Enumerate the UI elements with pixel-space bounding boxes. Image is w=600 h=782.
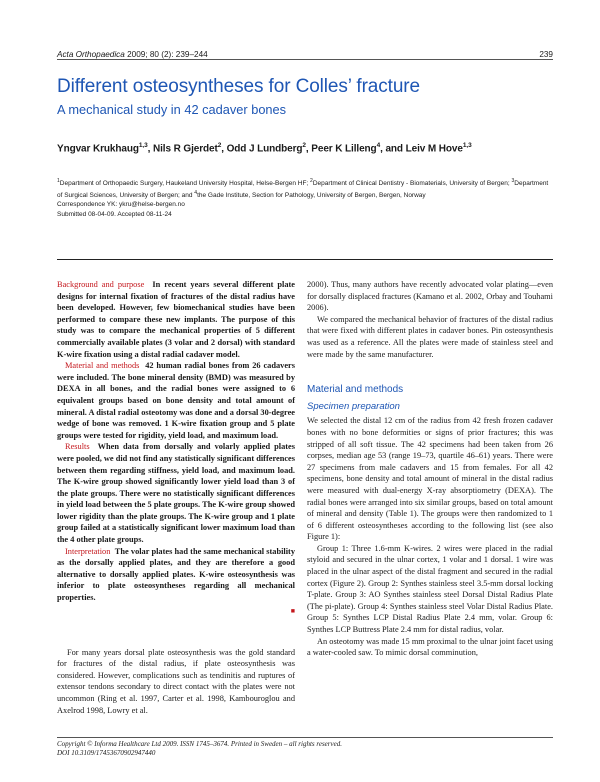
page-footer (57, 740, 553, 758)
abstract-label-methods: Material and methods (65, 361, 140, 371)
author-separator: , (147, 143, 153, 155)
abstract-methods (57, 360, 295, 441)
abstract-background (57, 279, 295, 360)
author-name: Leiv M Hove (405, 143, 463, 155)
introduction (57, 647, 295, 717)
section-heading-methods: Material and methods (307, 384, 404, 396)
affil-mark: 4 (194, 189, 198, 196)
affil-mark: 3 (511, 178, 515, 184)
author-affiliation-mark: 2 (217, 142, 222, 149)
author-affiliation-mark: 4 (376, 142, 381, 149)
affiliation-lines (57, 177, 553, 200)
abstract-methods-text: 42 human radial bones from 26 cadavers were included. The bone mineral density (BMD) was measured by DEXA in all bones, and the radial bones were assigned to 6 equivalent groups based on bone density and total amount of mineral. A distal radial osteotomy was done and a dorsal 30-degree wedge of bone was removed. 1 K-wire fixation group and 5 plate groups were tested for rigidity, yield load, and maximum load. (57, 361, 295, 440)
article-subtitle: A mechanical study in 42 cadaver bones (57, 102, 287, 117)
author-separator: , (305, 143, 312, 155)
intro-paragraph-1-continued: 2000). Thus, many authors have recently advocated volar plating—even for dorsally displaced fractures (Kamano et al. 2002, Orbay and Touhami 2006). (307, 280, 553, 313)
abstract-label-interpretation: Interpretation (65, 546, 111, 556)
abstract-results (57, 441, 295, 545)
abstract-results-text: When data from dorsally and volarly applied plates were pooled, we did not find any statistically significant differences between them regarding stiffness, yield load, and maximum load. The K-wire group showed significantly lower yield load than 3 of the plate groups. There were no statistically significant differences in yield load between the 5 plate groups. The K-wire group showed lower rigidity than the plate groups. The K-wire group and 1 plate group failed at a statistically significant lower maximum load than the 4 other plate groups. (57, 442, 295, 545)
methods-paragraph-1: We selected the distal 12 cm of the radius from 42 fresh frozen cadaver bones with no bone deformities or signs of prior fractures; this was stripped of all soft tissue. The 42 specimens had been taken from 26 corpses, median age 53 (range 19–73, quartile 46–61) years. There were 27 specimens from male cadavers and 15 from females. For all 42 specimens, bone density and total amount of mineral in the distal radius were measured with dual-energy X-ray absorptiometry (DEXA). The radial bones were arranged into six similar groups, based on total amount of mineral and density (Table 1). The groups were then randomized to 1 of 6 different osteosyntheses according to the following list (see also Figure 1): (307, 416, 553, 542)
methods-paragraph-2: Group 1: Three 1.6-mm K-wires. 2 wires were placed in the radial styloid and secured in the ulnar cortex, 1 volar and 1 dorsal. 1 wire was placed in the ulnar aspect of the distal fragment and secured in the radial cortex (Figure 2). Group 2: Synthes stainless steel 3.5-mm dorsal locking T-plate. Group 3: AO Synthes stainless steel Dorsal Distal Radius Plate (The pi-plate). Group 4: Synthes stainless steel Volar Distal Radius Plate. Group 5: Synthes LCP Distal Radius Plate 2.4 mm, volar. Group 6: Synthes LCP Buttress Plate 2.4 mm for distal radius, volar. (307, 543, 553, 635)
page-number: 239 (539, 50, 553, 59)
abstract-interpretation-text: The volar plates had the same mechanical stability as the dorsally applied plates, and they are therefore a good alternative to dorsally applied plates. K-wire osteosynthesis was inferior to plate osteosyntheses regarding all mechanical properties. (57, 546, 296, 603)
author-separator: , (221, 143, 227, 155)
methods-paragraph-3: An osteotomy was made 15 mm proximal to the ulnar joint facet using a water-cooled saw. To mimic dorsal comminution, (307, 636, 553, 658)
author-name: Odd J Lundberg (226, 143, 303, 155)
affiliations (57, 177, 553, 219)
abstract-interpretation (57, 546, 295, 604)
author-affiliation-mark: 1,3 (462, 142, 472, 149)
affil-mark: 2 (310, 178, 313, 184)
abstract (57, 279, 295, 617)
author-affiliation-mark: 1,3 (138, 142, 148, 149)
header-rule (57, 59, 553, 60)
affiliation-1: Department of Orthopaedic Surgery, Haukeland University Hospital, Helse-Bergen HF; (59, 180, 311, 188)
author-name: Yngvar Krukhaug (57, 143, 139, 155)
article-title: Different osteosyntheses for Colles’ fracture (57, 76, 421, 97)
author-name: Nils R Gjerdet (152, 143, 218, 155)
journal-name: Acta Orthopaedica (57, 50, 125, 59)
correspondence: Correspondence YK: ykru@helse-bergen.no (57, 201, 185, 209)
intro-paragraph-2: We compared the mechanical behavior of fractures of the distal radius that were fixed with different plates in cadaver bones. Pin osteosynthesis was used as a reference. All the plates were made of stainless steel and were made by the same manufacturer. (307, 314, 553, 359)
journal-volume: 2009; 80 (2): 239–244 (127, 50, 208, 59)
journal-citation (57, 50, 208, 59)
abstract-end-mark: ■ (290, 606, 295, 615)
abstract-background-text: In recent years several different plate designs for internal fixation of fractures of the distal radius have been developed. However, few biomechanical studies have been performed to compare these new implants. The purpose of this study was to compare the mechanical properties of 5 different commercially available plates (3 volar and 2 dorsal) with standard K-wire fixation using a distal radial cadaver model. (57, 280, 296, 359)
right-column (307, 279, 553, 659)
subsection-heading-specimen: Specimen preparation (307, 400, 400, 412)
footer-rule (57, 737, 553, 738)
left-column (57, 279, 295, 716)
running-header (57, 45, 553, 59)
author-affiliation-mark: 2 (302, 142, 306, 149)
intro-paragraph-1: For many years dorsal plate osteosynthesis was the gold standard for fractures of the distal radius, if plate osteosynthesis was considered. However, complications such as tendinitis and ruptures of extensor tendons secondary to direct contact with the plates were not uncommon (Ring et al. 1997, Carter et al. 1998, Kambouroglou and Axelrod 1998, Lowry et al. (57, 647, 295, 715)
submission-dates: Submitted 08-04-09. Accepted 08-11-24 (57, 210, 172, 218)
affiliation-4: the Gade Institute, Section for Pathology, University of Bergen, Bergen, Norway (197, 191, 426, 199)
author-name: Peer K Lilleng (311, 143, 377, 155)
author-list (57, 142, 557, 154)
author-separator: , and (380, 143, 406, 155)
abstract-label-results: Results (65, 442, 90, 452)
abstract-rule (57, 259, 553, 260)
abstract-label-background: Background and purpose (57, 280, 145, 289)
affiliation-2: Department of Clinical Dentistry - Biomaterials, University of Bergen; (312, 180, 512, 188)
affiliation-3: Department of Surgical Sciences, University of Bergen; and (57, 180, 549, 199)
doi-line: DOI 10.3109/17453670902947440 (57, 749, 156, 757)
affil-mark: 1 (57, 178, 60, 184)
copyright-line: Copyright © Informa Healthcare Ltd 2009. ISSN 1745–3674. Printed in Sweden – all rights reserved. (57, 740, 342, 748)
